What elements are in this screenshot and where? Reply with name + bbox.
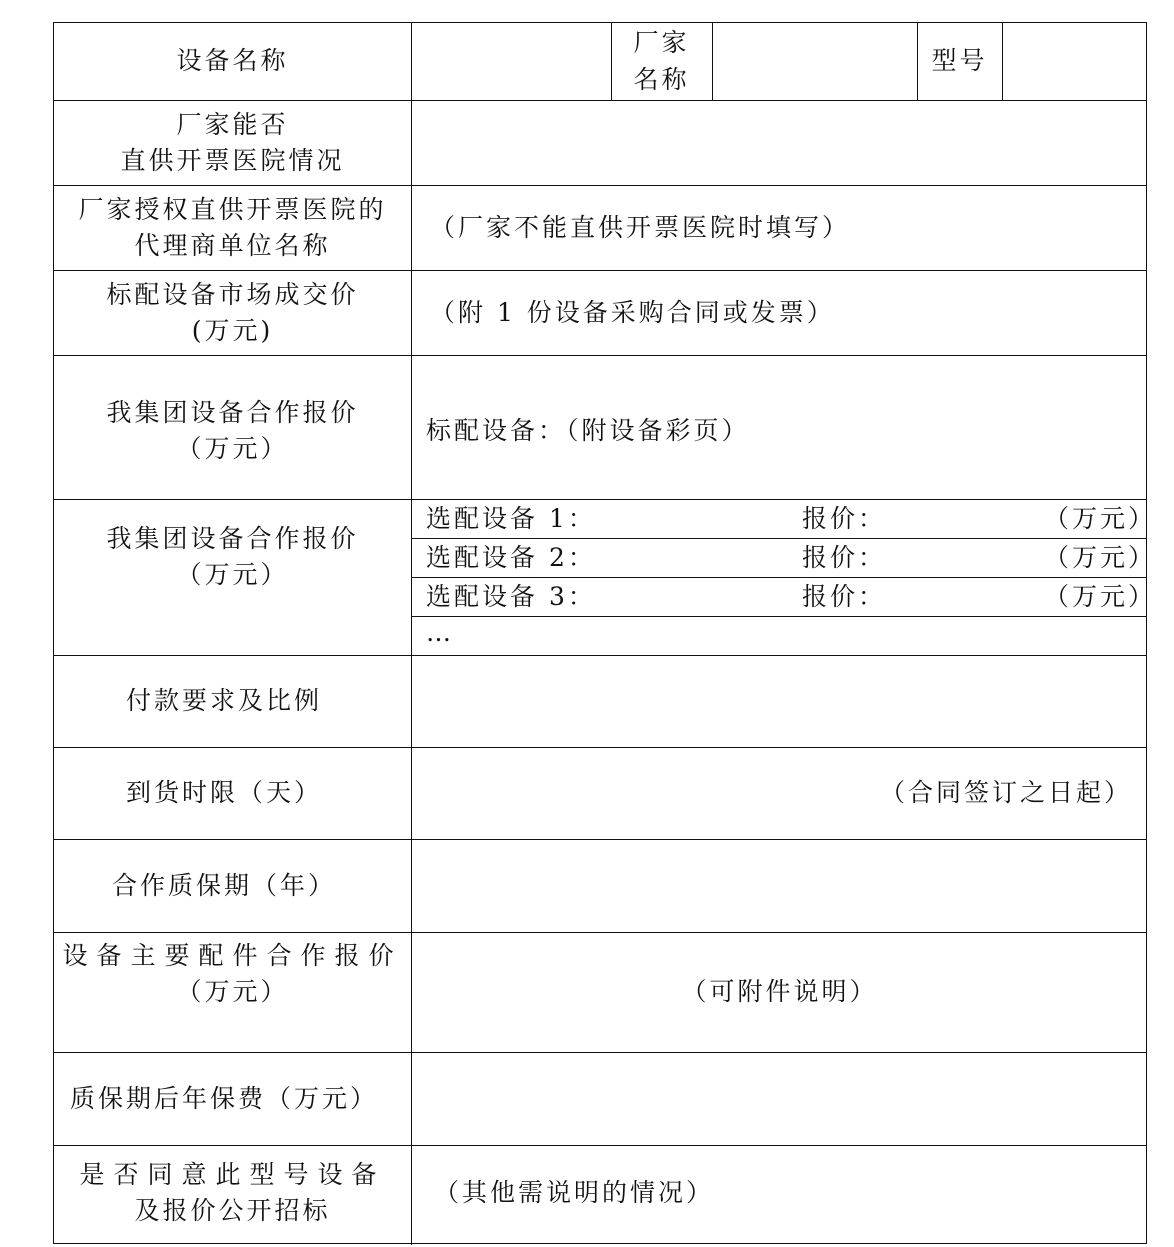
- row-divider: [54, 270, 1146, 271]
- device-quote-form: [53, 22, 1157, 1244]
- row-divider: [54, 1052, 1146, 1053]
- optional-item-2-name: 选配设备 2：: [426, 543, 596, 572]
- row-divider: [54, 100, 1146, 101]
- column-divider: [411, 23, 412, 1245]
- agent-label-line1: 厂家授权直供开票医院的: [78, 195, 387, 224]
- public-tender-label-line1: 是否同意此型号设备: [79, 1160, 386, 1189]
- row-divider: [54, 839, 1146, 840]
- model-label: 型号: [931, 46, 988, 75]
- subrow-divider: [411, 577, 1146, 578]
- row-divider: [54, 655, 1146, 656]
- public-tender-note: （其他需说明的情况）: [434, 1178, 715, 1207]
- market-price-note: （附 1 份设备采购合同或发票）: [430, 298, 835, 327]
- delivery-label: 到货时限（天）: [125, 778, 322, 807]
- optional-quote-label-line1: 我集团设备合作报价: [106, 524, 359, 553]
- warranty-label: 合作质保期（年）: [111, 871, 336, 900]
- maintenance-fee-label: 质保期后年保费（万元）: [69, 1084, 378, 1113]
- market-price-label-line1: 标配设备市场成交价: [106, 280, 359, 309]
- device-name-label: 设备名称: [176, 46, 289, 75]
- standard-quote-note: 标配设备：（附设备彩页）: [426, 416, 750, 445]
- optional-item-3-unit: （万元）: [1044, 582, 1157, 611]
- row-divider: [54, 185, 1146, 186]
- optional-item-2-unit: （万元）: [1044, 543, 1157, 572]
- optional-item-3-name: 选配设备 3：: [426, 582, 596, 611]
- column-divider: [712, 23, 713, 100]
- delivery-note: （合同签订之日起）: [880, 778, 1133, 807]
- row-divider: [54, 1145, 1146, 1146]
- column-divider: [1002, 23, 1003, 100]
- parts-quote-label-line2: （万元）: [176, 977, 289, 1006]
- row-divider: [54, 747, 1146, 748]
- payment-label: 付款要求及比例: [125, 686, 322, 715]
- subrow-divider: [411, 538, 1146, 539]
- manufacturer-label-line1: 厂家: [633, 28, 690, 57]
- agent-label-line2: 代理商单位名称: [134, 231, 331, 260]
- parts-quote-note: （可附件说明）: [681, 977, 878, 1006]
- optional-more-ellipsis: …: [426, 618, 454, 647]
- direct-supply-label-line2: 直供开票医院情况: [120, 146, 345, 175]
- optional-item-1-price-label: 报价：: [802, 504, 887, 533]
- direct-supply-label-line1: 厂家能否: [176, 110, 289, 139]
- standard-quote-label-line2: （万元）: [176, 434, 289, 463]
- row-divider: [54, 932, 1146, 933]
- row-divider: [54, 499, 1146, 500]
- manufacturer-label-line2: 名称: [633, 65, 690, 94]
- optional-item-3-price-label: 报价：: [802, 582, 887, 611]
- row-divider: [54, 355, 1146, 356]
- agent-note: （厂家不能直供开票医院时填写）: [430, 213, 851, 242]
- optional-quote-label-line2: （万元）: [176, 560, 289, 589]
- optional-item-1-unit: （万元）: [1044, 504, 1157, 533]
- public-tender-label-line2: 及报价公开招标: [134, 1196, 331, 1225]
- standard-quote-label-line1: 我集团设备合作报价: [106, 398, 359, 427]
- optional-item-2-price-label: 报价：: [802, 543, 887, 572]
- subrow-divider: [411, 616, 1146, 617]
- optional-item-1-name: 选配设备 1：: [426, 504, 596, 533]
- market-price-label-line2: (万元): [191, 316, 274, 345]
- parts-quote-label-line1: 设备主要配件合作报价: [62, 941, 403, 970]
